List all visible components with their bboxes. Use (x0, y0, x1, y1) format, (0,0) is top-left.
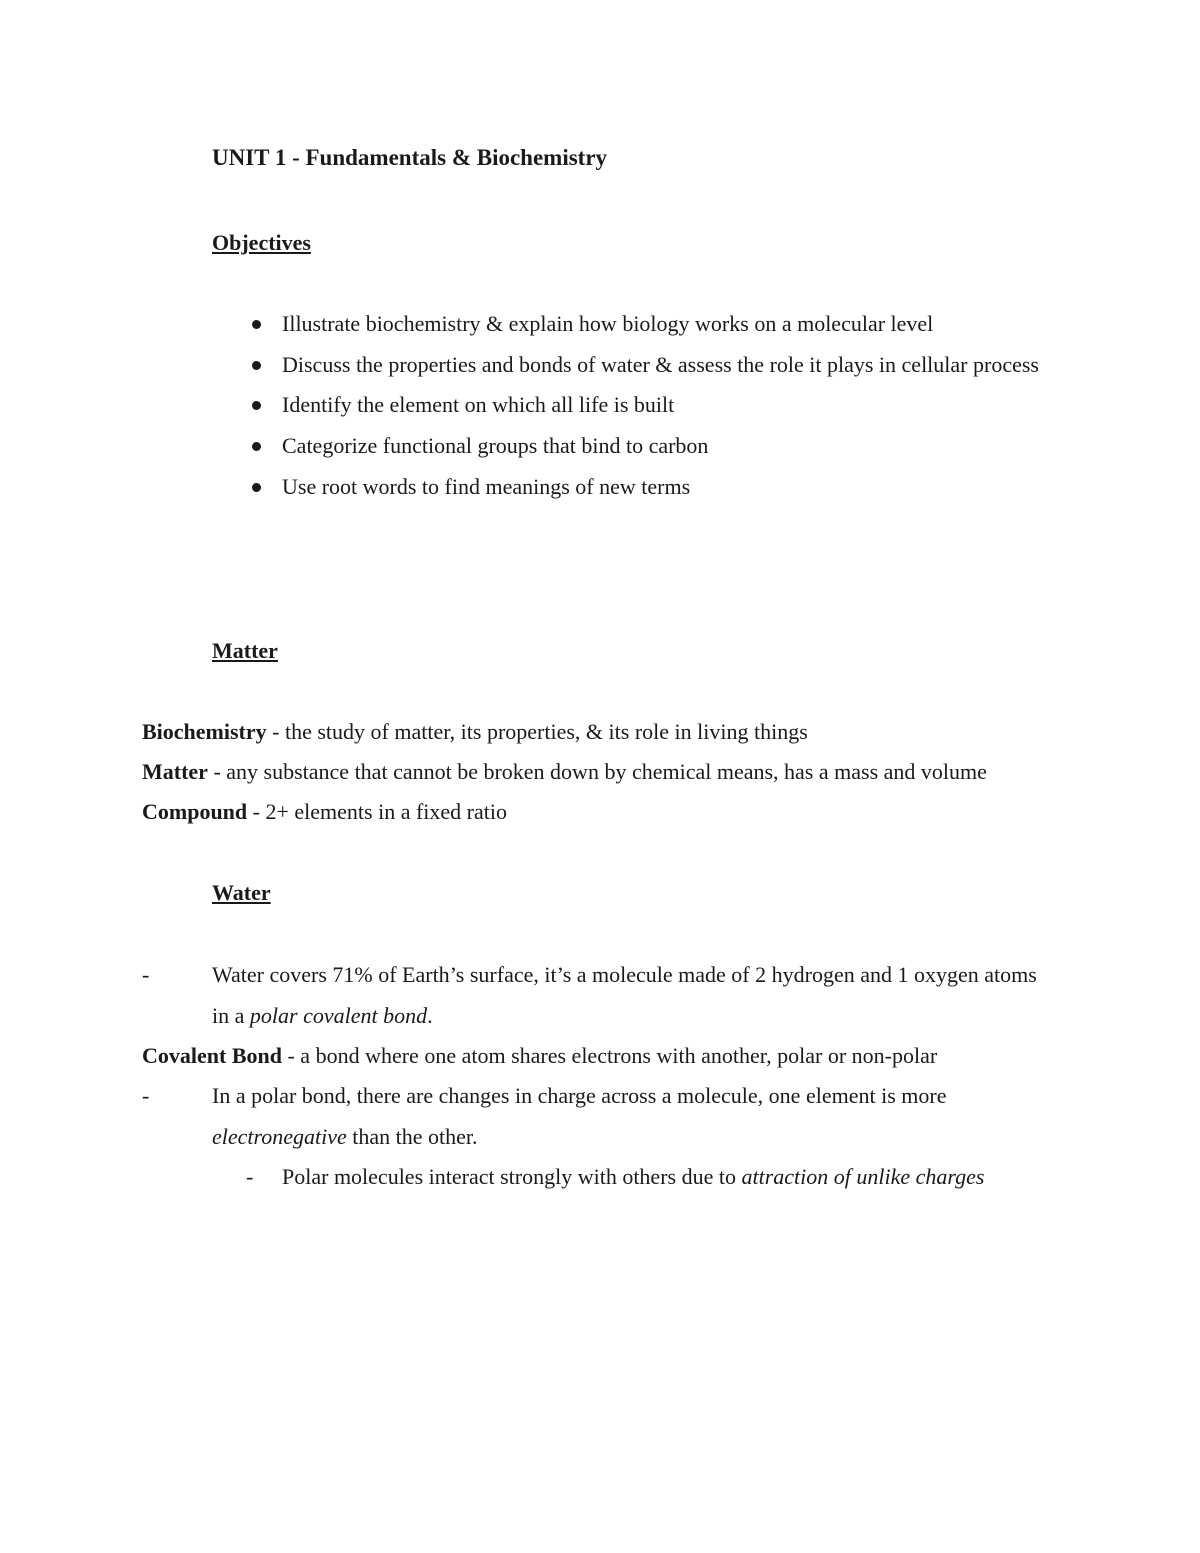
water-point-1: - Water covers 71% of Earth’s surface, it’s a molecule made of 2 hydrogen and 1 oxygen atoms in a polar covalent bond. (142, 962, 1037, 1028)
bullet-icon (252, 442, 261, 451)
water-heading: Water (212, 880, 271, 905)
objectives-heading: Objectives (212, 230, 311, 255)
matter-definitions (142, 712, 1102, 832)
document-title: UNIT 1 - Fundamentals & Biochemistry (212, 145, 608, 170)
matter-heading: Matter (212, 638, 278, 663)
objectives-list (246, 304, 1046, 508)
definition-covalent-bond: Covalent Bond - a bond where one atom shares electrons with another, polar or non-polar (142, 1043, 938, 1068)
bullet-icon (252, 320, 261, 329)
definition-biochemistry: Biochemistry - the study of matter, its properties, & its role in living things (142, 719, 808, 744)
bullet-icon (252, 401, 261, 410)
list-item: Categorize functional groups that bind to carbon (246, 426, 1046, 467)
definition-matter: Matter - any substance that cannot be broken down by chemical means, has a mass and volume (142, 759, 987, 784)
bullet-icon (252, 361, 261, 370)
list-item: Use root words to find meanings of new terms (246, 467, 1046, 508)
list-item: Illustrate biochemistry & explain how biology works on a molecular level (246, 304, 1046, 345)
water-subpoint: - Polar molecules interact strongly with others due to attraction of unlike charges (246, 1164, 985, 1189)
list-item: Identify the element on which all life is built (246, 385, 1046, 426)
water-point-2: - In a polar bond, there are changes in charge across a molecule, one element is more electronegative than the other. (142, 1083, 947, 1149)
definition-compound: Compound - 2+ elements in a fixed ratio (142, 799, 507, 824)
bullet-icon (252, 483, 261, 492)
list-item: Discuss the properties and bonds of water & assess the role it plays in cellular process (246, 345, 1046, 386)
water-notes (142, 955, 1042, 1198)
